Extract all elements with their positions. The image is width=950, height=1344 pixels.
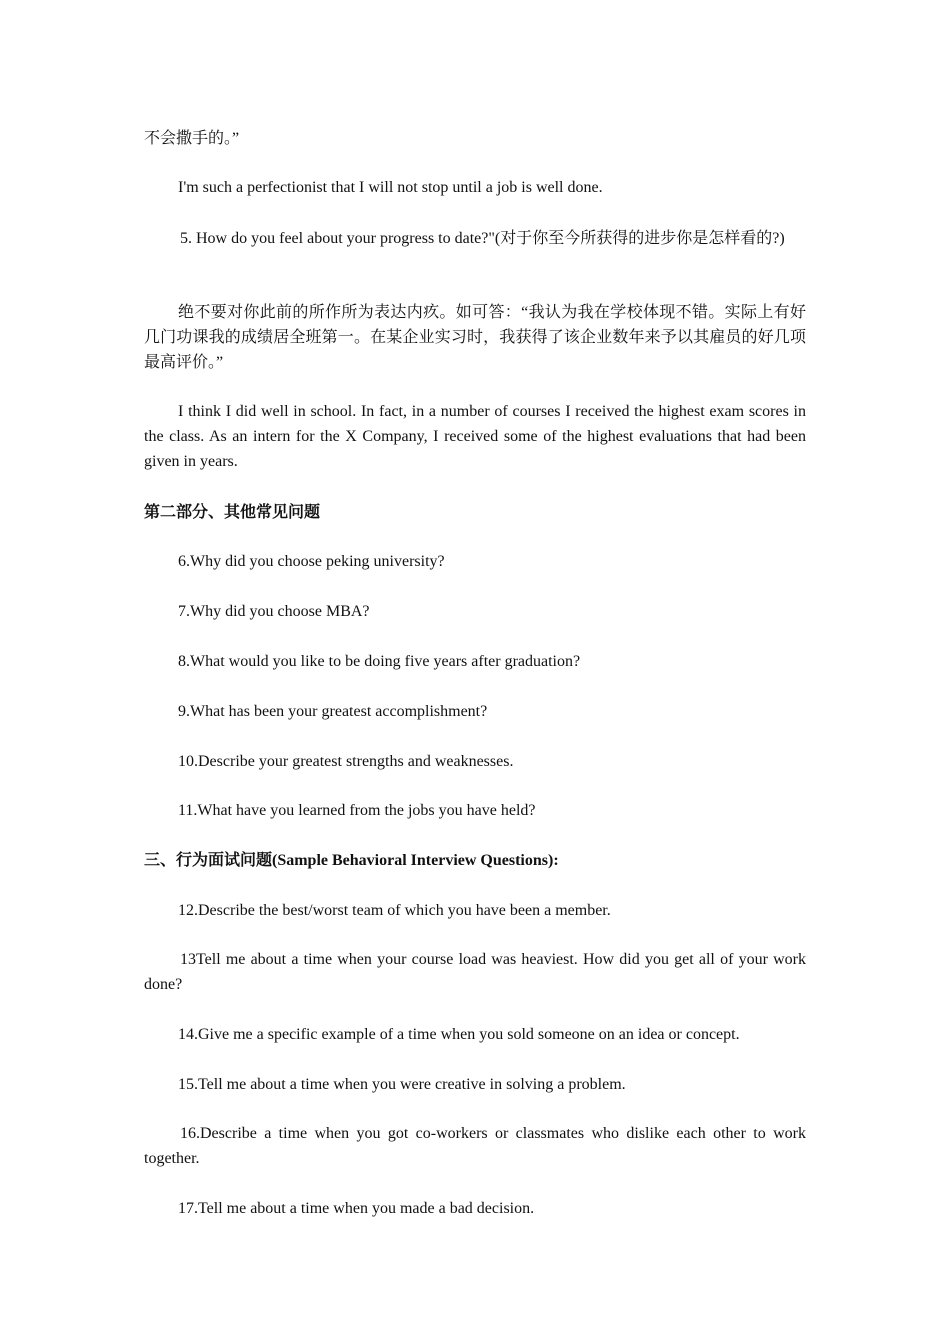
paragraph-advice-chinese: 绝不要对你此前的所作所为表达内疚。如可答：“我认为我在学校体现不错。实际上有好几门功课我的成绩居全班第一。在某企业实习时，我获得了该企业数年来予以其雇员的好几项最高评价。” bbox=[144, 304, 806, 371]
paragraph-sample-answer: I think I did well in school. In fact, in a number of courses I received the highest exam scores in the class. As an intern for the X Company, I received some of the highest evaluations that had been given in years. bbox=[144, 403, 806, 470]
question-12: 12.Describe the best/worst team of which you have been a member. bbox=[178, 902, 611, 919]
question-14: 14.Give me a specific example of a time when you sold someone on an idea or concept. bbox=[178, 1026, 740, 1043]
paragraph-continuation: 不会撒手的。” bbox=[144, 130, 240, 147]
question-7: 7.Why did you choose MBA? bbox=[178, 603, 370, 620]
question-15: 15.Tell me about a time when you were creative in solving a problem. bbox=[178, 1076, 626, 1093]
section-heading-part-three: 三、行为面试问题(Sample Behavioral Interview Questions): bbox=[144, 852, 559, 869]
question-17: 17.Tell me about a time when you made a bad decision. bbox=[178, 1200, 535, 1217]
question-11: 11.What have you learned from the jobs you have held? bbox=[178, 802, 536, 819]
question-5: 5. How do you feel about your progress to date?"(对于你至今所获得的进步你是怎样看的?) bbox=[180, 230, 785, 247]
question-6: 6.Why did you choose peking university? bbox=[178, 553, 445, 570]
paragraph-perfectionist: I'm such a perfectionist that I will not stop until a job is well done. bbox=[178, 179, 603, 196]
question-8: 8.What would you like to be doing five years after graduation? bbox=[178, 653, 581, 670]
section-heading-part-two: 第二部分、其他常见问题 bbox=[144, 504, 321, 521]
question-10: 10.Describe your greatest strengths and weaknesses. bbox=[178, 753, 514, 770]
question-9: 9.What has been your greatest accomplishment? bbox=[178, 703, 488, 720]
question-16: 16.Describe a time when you got co-workers or classmates who dislike each other to work together. bbox=[144, 1125, 806, 1167]
question-13: 13Tell me about a time when your course load was heaviest. How did you get all of your work done? bbox=[144, 951, 806, 993]
